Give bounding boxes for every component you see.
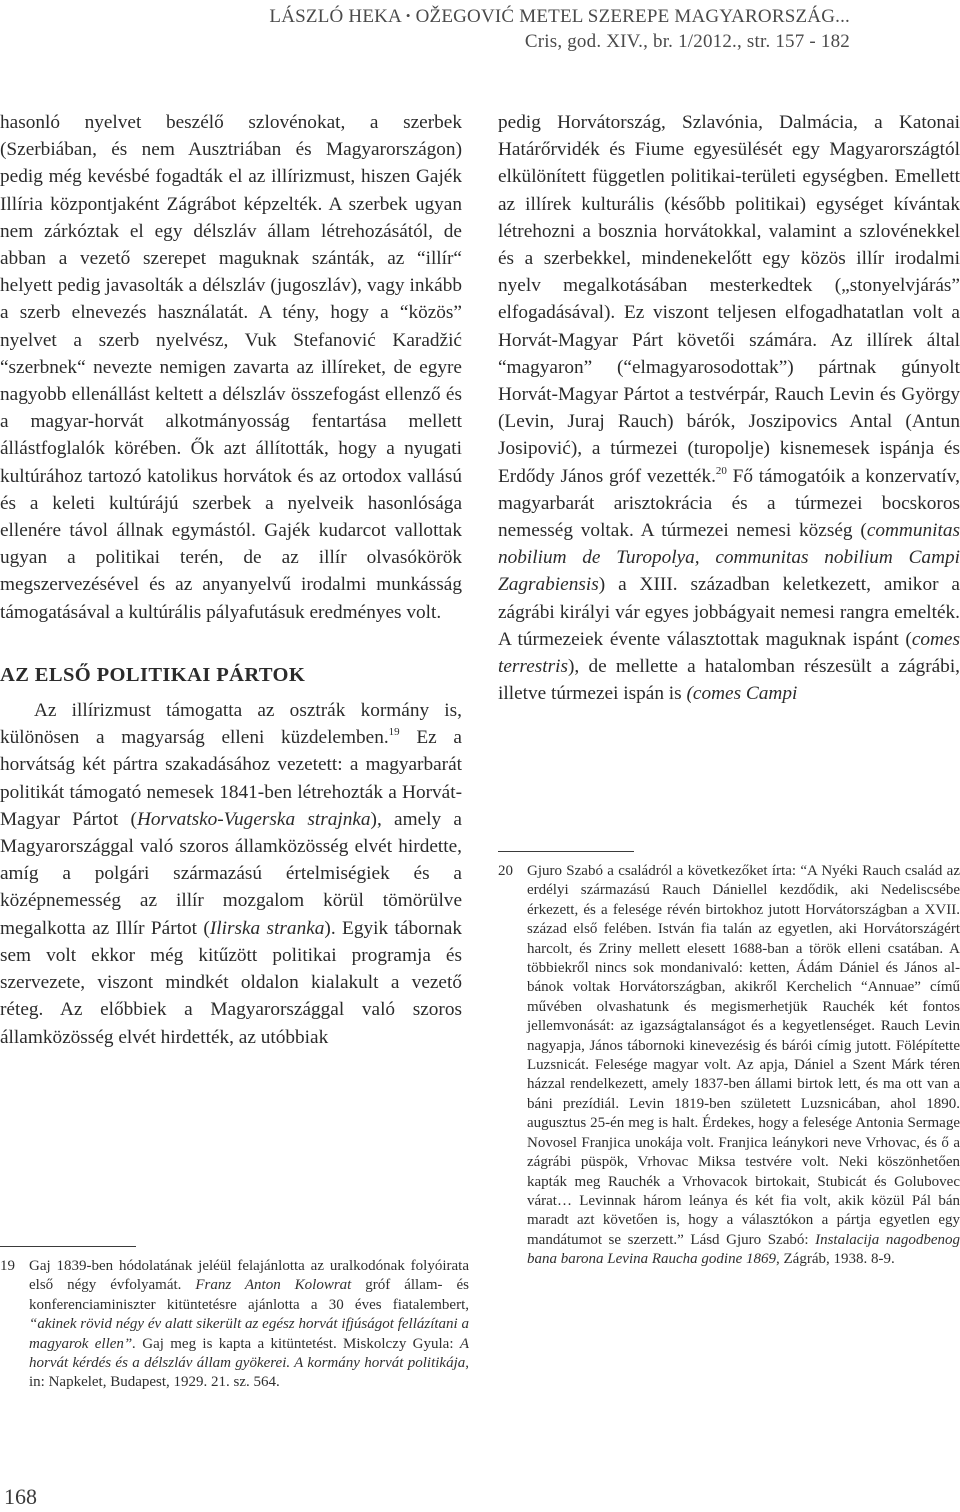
- running-header-title: LÁSZLÓ HEKA • OŽEGOVIĆ METEL SZEREPE MAGYARORSZÁG...: [269, 6, 850, 27]
- footnote-20: 20 Gjuro Szabó a családról a következőket írta: “A Nyéki Rauch család az erdélyi származású Rauch Dániellel kezdődik, aki Nedeliscsébe érkezett, és a felesége révén birtokhoz jutott Horvátországban a XVII. század első felében. István fia talán az egyetlen, aki Horvátországért harcolt, és Zriny mellett elesett 1688-ban a török elleni csatában. A többiekről nincs sok mondanivaló: ketten, Ádám Dániel és János al-bánok voltak Horvátországban, akikről Kerchelich “Annuae” című művében olvashatunk és megismerhetjük Rauchék két fontos jellemvonását: az igazságtalanságot és a kegyetlenséget. Rauch Levin nagyapja, János tábornoki kinevezésig és bárói címig jutott. Fölépítette Luzsnicát. Felesége magyar volt. Az apja, Dániel a Szent Márk téren házzal rendelkezett, amely 1837-ben állami birtok lett, és ma ott van a báni prezídiál. Levin 1819-ben született Luzsnicában, ahol 1890. augusztus 25-én meg is halt. Érdekes, hogy a felesége Antonia Sermage Novosel Franjica unokája volt. Franjica leánykori neve Vrhovac, és ő a zágrábi püspök, Vrhovac Miksa testvére volt. Neki köszönhetően kapták meg Rauchék a Vrhovacok birtokait, Stubicát és Golubovec várat… Levinnak három leánya és két fia volt, akik közül Pál bán maradt azt követően is, hogy a választókon a pártja egyetlen egy mandátumot se szerzett.” Lásd Gjuro Szabó: Instalacija nagodbenog bana barona Levina Raucha godine 1869, Zágráb, 1938. 8-9.: [498, 863, 960, 1268]
- footnote-number: 20: [498, 863, 513, 879]
- paragraph: Az illírizmust támogatta az osztrák kormány is, különösen a magyarság elleni küzdelemben.$^{19}$ Ez a horvátság két pártra szakadásához vezetett: a magyarbarát politikát támogató nemesek 1841-ben létrehozták a Horvát-Magyar Pártot (Horvatsko-Vugerska strajnka), amely a Magyarországgal való szoros államközösség elvét hirdette, amíg a polgári származású értelmiségiek és a középnemesség az illír mozgalom körül tömörülve megalkotta az Illír Pártot (Ilirska stranka). Egyik tábornak sem volt ekkor még kitűzött politikai programja és szervezete, viszont mindkét oldalon kialakult a vezető réteg. Az előbbiek a Magyarországgal való szoros államközösség elvét hirdették, az utóbbiak: [0, 700, 462, 1048]
- paragraph: pedig Horvátország, Szlavónia, Dalmácia, a Katonai Határőrvidék és Fiume egyesülését egy Magyarországtól elkülönített független politikai-területi egységben. Emellett az illírek kulturális (később politikai) egységet kívántak létrehozni a bosznia horvátokkal, valamint a szlovénekkel és a szerbekkel, mindenekelőtt egy közös illír irodalmi nyelv megalkotásában mesterkedtek („stonyelvjárás” elfogadásával). Ez viszont teljesen elfogadhatatlan volt a Horvát-Magyar Párt követői számára. Az illírek által “magyaron” (“elmagyarosodottak”) pártnak gúnyolt Horvát-Magyar Pártot a testvérpár, Rauch Levin és György (Levin, Juraj Rauch) bárók, Joszipovics Antal (Antun Josipović), a túrmezei (turopolje) kisnemesek ispánja és Erdődy János gróf vezették.$^{20}$ Fő támogatóik a konzervatív, magyarbarát arisztokrácia és a túrmezei bocskoros nemesség voltak. A túrmezei nemesi község (communitas nobilium de Turopolya, communitas nobilium Campi Zagrabiensis) a XIII. században keletkezett, amikor a zágrábi királyi vár egyes jobbágyait nemesi rangra emelték. A túrmezeiek évente választottak maguknak ispánt (comes terrestris), de mellette a hatalomban részesült a zágrábi, illetve túrmezei ispán is (comes Campi: [498, 112, 960, 705]
- footnote-ref-19[interactable]: 19: [388, 726, 400, 739]
- right-column: [498, 109, 960, 707]
- footnote-divider: [498, 851, 634, 852]
- section-heading: AZ ELSŐ POLITIKAI PÁRTOK: [0, 663, 306, 686]
- left-column: [0, 109, 462, 1051]
- paragraph: hasonló nyelvet beszélő szlovénokat, a szerbek (Szerbiában, és nem Ausztriában és Magyarországon) pedig még kevésbé fogadták el az illírizmust, hiszen Gajék Illíria központjaként Zágrábot képzelték. A szerbek ugyan nem zárkóztak el egy délszláv állam létrehozásától, de abban a vezető szerepet maguknak szánták, az “illír“ helyett pedig javasolták a délszláv (jugoszláv), vagy inkább a szerb elnevezés használatát. A tény, hogy a “közös” nyelvet a szerb nyelvész, Vuk Stefanović Karadžić “szerbnek“ nevezte nemigen zavarta az illíreket, de egyre nagyobb ellenállást keltett a délszláv összefogást ellenző és a magyar-horvát alkotmányosság fentartása mellett állástfoglalók körében. Ők azt állították, hogy a nyugati kultúrához tartozó katolikus horvátok és az ortodox vallású és a keleti kultúrájú szerbek a nyelveik hasonlósága ellenére távol állnak egymástól. Gajék kudarcot vallottak ugyan a politikai terén, de az illír olvasókörök megszervezésével és az anyanyelvű irodalmi munkásság támogatásával a kultúrális pályafutásuk eredményes volt.: [0, 112, 462, 623]
- footnote-divider: [0, 1246, 136, 1247]
- bullet-icon: •: [405, 8, 411, 23]
- page-number: 168: [4, 1484, 37, 1509]
- running-header-citation: Cris, god. XIV., br. 1/2012., str. 157 - 182: [524, 31, 850, 52]
- footnote-19: 19 Gaj 1839-ben hódolatának jeléül felajánlotta az uralkodónak folyóirata első négy évfolyamát. Franz Anton Kolowrat gróf állam- és konferenciaminiszter kitüntetésre ajánlotta a 30 éves fiatalembert, “akinek rövid négy év alatt sikerült az egész horvát ifjúságot fellázítani a magyarok ellen”. Gaj meg is kapta a kitüntetést. Miskolczy Gyula: A horvát kérdés és a délszláv állam gyökerei. A kormány horvát politikája, in: Napkelet, Budapest, 1929. 21. sz. 564.: [0, 1258, 469, 1391]
- footnote-ref-20[interactable]: 20: [715, 464, 727, 477]
- running-header: [150, 3, 850, 54]
- footnote-number: 19: [0, 1258, 15, 1274]
